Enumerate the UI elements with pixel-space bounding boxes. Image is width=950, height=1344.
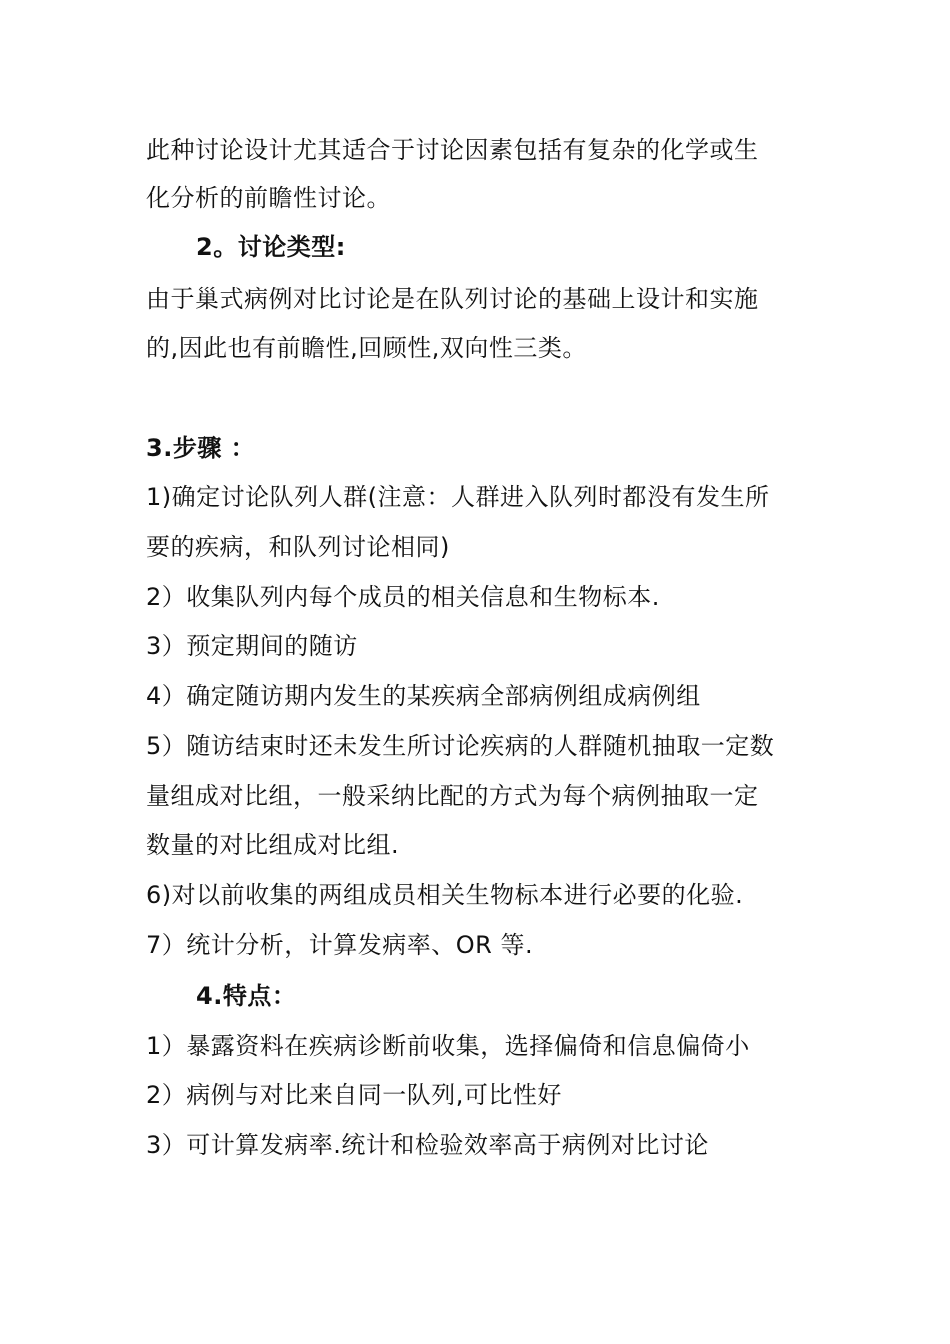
paragraph-line: 此种讨论设计尤其适合于讨论因素包括有复杂的化学或生: [146, 136, 759, 164]
paragraph-line: 化分析的前瞻性讨论。: [146, 184, 391, 212]
list-item: 2）病例与对比来自同一队列,可比性好: [146, 1081, 562, 1109]
list-item: 1）暴露资料在疾病诊断前收集，选择偏倚和信息偏倚小: [146, 1032, 750, 1060]
list-item-continuation: 量组成对比组，一般采纳比配的方式为每个病例抽取一定: [146, 782, 759, 810]
list-item: 3）可计算发病率.统计和检验效率高于病例对比讨论: [146, 1131, 709, 1159]
list-item-continuation: 要的疾病，和队列讨论相同): [146, 533, 450, 561]
section-heading: 3.步骤 ：: [146, 434, 256, 462]
section-heading: 4.特点：: [196, 982, 297, 1010]
list-item: 7）统计分析，计算发病率、OR 等.: [146, 931, 534, 959]
paragraph-line: 的,因此也有前瞻性,回顾性,双向性三类。: [146, 334, 587, 362]
paragraph-line: 由于巢式病例对比讨论是在队列讨论的基础上设计和实施: [146, 285, 759, 313]
list-item: 4）确定随访期内发生的某疾病全部病例组成病例组: [146, 682, 701, 710]
list-item: 1)确定讨论队列人群(注意：人群进入队列时都没有发生所: [146, 483, 770, 511]
list-item: 6)对以前收集的两组成员相关生物标本进行必要的化验.: [146, 881, 744, 909]
list-item: 5）随访结束时还未发生所讨论疾病的人群随机抽取一定数: [146, 732, 775, 760]
list-item-continuation: 数量的对比组成对比组.: [146, 831, 400, 859]
section-heading: 2。讨论类型:: [196, 233, 346, 261]
list-item: 3）预定期间的随访: [146, 632, 358, 660]
list-item: 2）收集队列内每个成员的相关信息和生物标本.: [146, 583, 660, 611]
